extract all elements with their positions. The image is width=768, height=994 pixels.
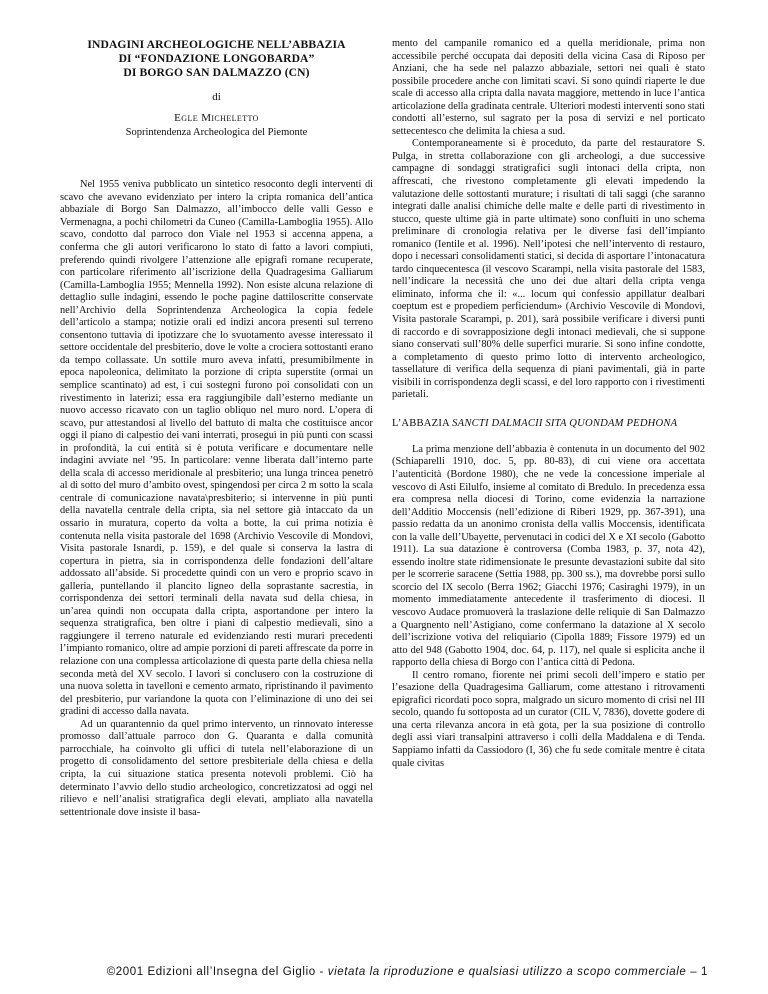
title-line-2: DI “FONDAZIONE LONGOBARDA”: [118, 52, 315, 66]
author-name: Egle Micheletto: [174, 112, 259, 125]
page-number: – 1: [686, 966, 708, 978]
title-line-1: INDAGINI ARCHEOLOGICHE NELL’ABBAZIA: [87, 38, 346, 51]
paragraph: Il centro romano, fiorente nei primi secoli dell’impero e statio per l’esazione della Quadragesima Galliarum, come attestano i ritrovamenti epigrafici ricordati poco sopra, malgrado un sicuro momento di crisi nel III secolo, quando fu sottoposta ad un curator (CIL V, 7836), dovette godere di una certa rilevanza ancora in età gota, per la sua posizione di controllo degli assi viari transalpini attraverso i colli della Maddalena e di Tenda. Sappiamo infatti da Cassiodoro (I, 36) che fu sede comitale mentre è citata quale civitas: [392, 669, 705, 769]
section-heading-prefix: L’ABBAZIA: [392, 417, 453, 429]
paragraph: Ad un quarantennio da quel primo intervento, un rinnovato interesse promosso dall’attuale parroco don G. Quaranta e dalla comunità parrocchiale, ha coinvolto gli uffici di tutela nell’elaborazione di un progetto di consolidamento del settore presbiteriale della chiesa e della cripta, la cui situazione statica presenta notevoli problemi. Ciò ha determinato l’avvio dello studio archeologico, concretizzatosi ad oggi nel rilievo e nell’analisi stratigrafica degli elevati, ampliato alla navatella settentrionale dove insiste il basa-: [60, 718, 373, 818]
page-footer: [60, 966, 708, 978]
right-column: [392, 38, 705, 770]
article-title: [60, 38, 373, 81]
footer-copyright: ©2001 Edizioni all’Insegna del Giglio -: [106, 966, 328, 978]
paragraph: Contemporaneamente si è proceduto, da parte del restauratore S. Pulga, in stretta collaborazione con gli archeologi, a due successive campagne di sondaggi stratigrafici sugli intonaci della cripta, non affrescati, che rivestono completamente gli elevati impedendo la valutazione delle sottostanti murature; i risultati di tali saggi (che saranno integrati dalle analisi chimiche delle malte e delle parti di rivestimento in stucco, queste ultime già in parte ultimate) sono confluiti in uno schema preliminare di cronologia relativa per le diverse fasi dell’impianto romanico (Ientile et al. 1996). Nell’ipotesi che nell’intervento di restauro, dopo i necessari consolidamenti statici, si decida di asportare l’intonacatura tardo cinquecentesca (il vescovo Scarampi, nella visita pastorale del 1583, nell’indicare la necessità che uno dei due altari della cripta venga eliminato, informa che il: «... locum qui confessio appillatur dealbari coeptum est e propediem perficiendum» (Archivio Vescovile di Mondovì, Visita pastorale Scarampi, p. 201), sarà possibile verificare i diversi punti di raccordo e di sovrapposizione degli intonaci medievali, che si suppone siano conservati sull’80% delle superfici murarie. Si sono infine condotte, a completamento di questo primo lotto di intervento archeologico, tassellature di verifica della sequenza di piani pavimentali, già in parte visibili in corrispondenza degli scassi, e del loro rapporto con i rivestimenti parietali.: [392, 138, 705, 401]
author-affiliation: Soprintendenza Archeologica del Piemonte: [125, 126, 308, 138]
title-line-3: DI BORGO SAN DALMAZZO (CN): [123, 66, 310, 80]
section-heading-italic: SANCTI DALMACII SITA QUONDAM PEDHONA: [452, 417, 678, 429]
paragraph: Nel 1955 veniva pubblicato un sintetico resoconto degli interventi di scavo che avevano evidenziato per intero la cripta romanica dell’antica abbaziale di Borgo San Dalmazzo, all’imbocco delle valli Gesso e Vermenagna, a pochi chilometri da Cuneo (Camilla-Lamboglia 1955). Allo scavo, condotto dal parroco don Viale nel 1953 si accenna appena, a conferma che gli autori verificarono lo stato di fatto a lavori compiuti, preferendo quindi rivolgere l’attenzione alle epigrafi romane recuperate, con particolare riferimento all’iscrizione della Quadragesima Galliarum (Camilla-Lamboglia 1955; Mennella 1992). Non esiste alcuna relazione di dettaglio sulle indagini, essendo le poche pagine dattiloscritte conservate nell’Archivio della Soprintendenza Archeologica la copia fedele dell’articolo a stampa; notizie orali ed indizi ancora presenti sul terreno consentono tuttavia di ipotizzare che lo svuotamento avesse interessato il settore occidentale del presbiterio, dove le volte a crociera sottostanti erano da tempo collassate. Un sottile muro aveva infatti, presumibilmente in epoca napoleonica, delimitato la porzione di cripta superstite (ormai un semplice scantinato) ad est, i cui sostegni furono poi consolidati con un rivestimento in laterizi; essa era raggiungibile dall’esterno mediante un nuovo accesso ricavato con un taglio obliquo nel muro nord. L’opera di scavo, pur attestandosi al livello del battuto di malta che costituisce ancor oggi il piano di calpestio dei vani interrati, proseguì in più punti con scassi in profondità, la cui entità si è potuta verificare e documentare nelle indagini avviate nel ’95. In particolare: venne liberata dall’interno parte della scala di accesso meridionale al presbiterio; una lunga trincea penetrò al di sotto del muro d’ambito ovest, spingendosi per circa 2 m sotto la scala centrale di comunicazione navata\presbiterio; si intervenne in più punti della navatella centrale della cripta, sia nel settore già intaccato da un ossario in muratura, coperto da volta a botte, la cui prima notizia è contenuta nella visita pastorale del 1698 (Archivio Vescovile di Mondovì, Visita pastorale Isnardi, p. 159), e del quale si conserva la lastra di copertura in pietra, sia in corrispondenza delle fondazioni dell’altare addossato all’abside. Si procedette quindi con un vero e proprio scavo in galleria, puntellando il plancito ligneo della soprastante sacrestia, in corrispondenza dei settori terminali della navata sud della chiesa, in un’area quindi non occupata dalla cripta, asportandone per intero la sequenza stratigrafica, ben oltre i piani di calpestio medievali, sino a raggiungere il terreno naturale ed evidenziando resti murari precedenti l’impianto romanico, oltre ad ampie porzioni di pareti affrescate da porre in relazione con una complessa articolazione di questa parte della chiesa nella seconda metà del XV secolo. I lavori si conclusero con la costruzione di una nuova soletta in tavelloni e cemento armato, ripristinando il pavimento del presbiterio, pur variandone la quota con l’eliminazione di uno dei sei gradini di accesso dalla navata.: [60, 179, 373, 718]
by-label: di: [212, 90, 221, 103]
section-heading: [392, 417, 705, 430]
footer-notice: vietata la riproduzione e qualsiasi utilizzo a scopo commerciale: [327, 966, 687, 978]
paragraph: La prima menzione dell’abbazia è contenuta in un documento del 902 (Schiaparelli 1910, doc. 5, pp. 80-83), di cui viene ora accettata l’autenticità (Bordone 1980), che ne vede la concessione imperiale al vescovo di Asti Eilulfo, insieme al comitato di Bredulo. In precedenza essa era compresa nella diocesi di Torino, come evidenzia la narrazione dell’Additio Moccensis (nell’edizione di Riberi 1929, pp. 367-391), una passio redatta da un anonimo cronista della vallis Moccensis, identificata con la valle dell’Ubayette, pervenutaci in codici del X e XI secolo (Gabotto 1911). La sua datazione è controversa (Comba 1983, p. 37, nota 42), essendo inoltre state ridimensionate le presunte devastazioni subite dal sito per le scorrerie saracene (Settia 1988, pp. 300 ss.), ma dovrebbe porsi sullo scorcio del IX secolo (Berra 1962; Giacchi 1976; Casiraghi 1979), in un momento immediatamente antecedente il trasferimento di diocesi. Il vescovo Audace promuoverà la traslazione delle reliquie di San Dalmazzo a Quargnento nell’Astigiano, come confermano la datazione al X secolo dell’iscrizione votiva del reliquiario (Cipolla 1889; Fissore 1979) ed un atto del 948 (Gabotto 1904, doc. 64, p. 117), nel quale si esplicita anche il rapporto della chiesa di Borgo con l’antica città di Pedona.: [392, 443, 705, 669]
left-column: [60, 38, 373, 819]
paragraph: mento del campanile romanico ed a quella meridionale, prima non accessibile perché occupata dai depositi della vicina Casa di Riposo per Anziani, che ha sede nel palazzo abbaziale, settori nei quali è stato possibile procedere anche con limitati scavi. Si sono quindi riaperte le due scale di accesso alla cripta dalla navata maggiore, mettendo in luce l’antica articolazione della gradinata centrale. Ulteriori modesti interventi sono stati condotti all’esterno, sul sagrato per la posa di servizi e nel porticato settecentesco che delimita la chiesa a sud.: [392, 38, 705, 137]
